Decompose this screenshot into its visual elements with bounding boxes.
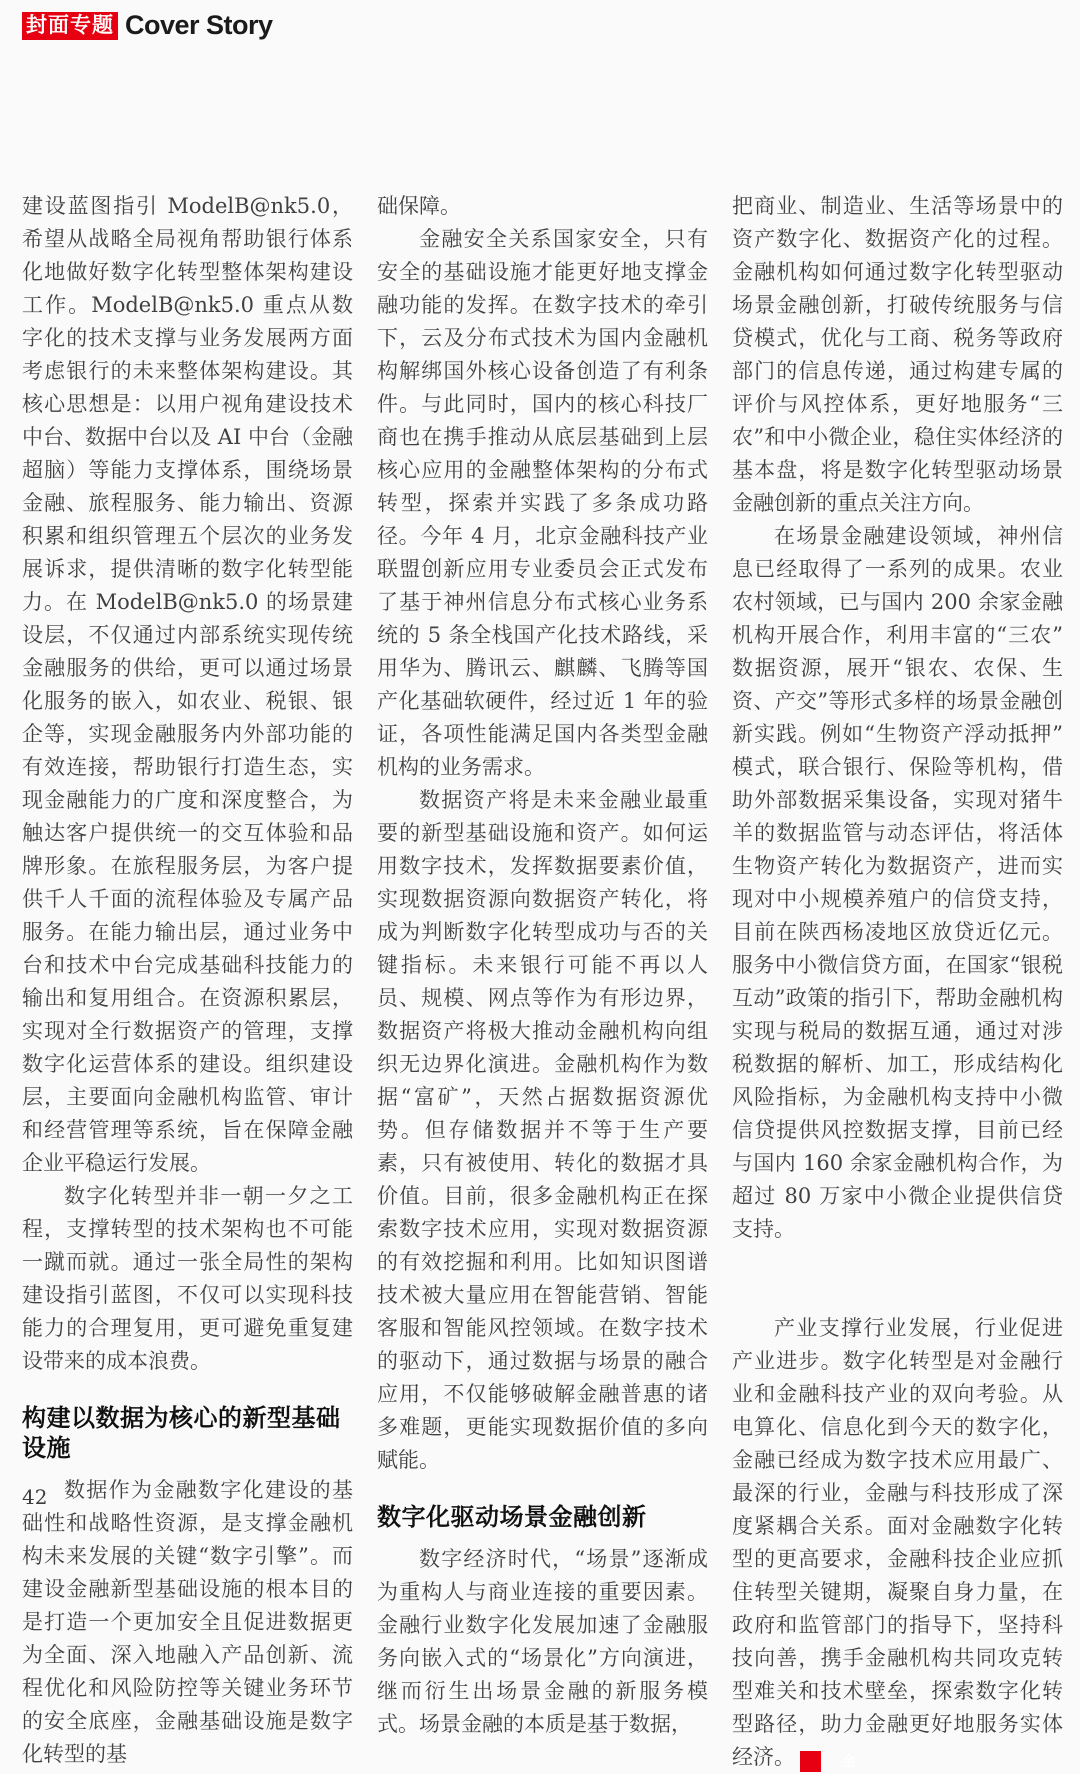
cover-story-badge: 封面专题 xyxy=(22,12,118,40)
paragraph: 数据资产将是未来金融业最重要的新型基础设施和资产。如何运用数字技术，发挥数据要素价值，实现数据资源向数据资产转化，将成为判断数字化转型成功与否的关键指标。未来银行可能不再以人员、规模、网点等作为有形边界，数据资产将极大推动金融机构向组织无边界化演进。金融机构作为数据“富矿”，天然占据数据资源优势。但存储数据并不等于生产要素，只有被使用、转化的数据才具价值。目前，很多金融机构正在探索数字技术应用，实现对数据资源的有效挖掘和利用。比如知识图谱技术被大量应用在智能营销、智能客服和智能风控领域。在数字技术的驱动下，通过数据与场景的融合应用，不仅能够破解金融普惠的诸多难题，更能实现数据价值的多向赋能。 xyxy=(377,788,708,1472)
section-heading: 数字化驱动场景金融创新 xyxy=(377,1504,647,1531)
section-heading: 构建以数据为核心的新型基础设施 xyxy=(22,1405,341,1462)
paragraph: 数字经济时代，“场景”逐渐成为重构人与商业连接的重要因素。金融行业数字化发展加速了金融服务向嵌入式的“场景化”方向演进，继而衍生出场景金融的新服务模式。场景金融的本质是基于数据， xyxy=(377,1547,708,1736)
paragraph: 数字化转型并非一朝一夕之工程，支撑转型的技术架构也不可能一蹴而就。通过一张全局性的架构建设指引蓝图，不仅可以实现科技能力的合理复用，更可避免重复建设带来的成本浪费。 xyxy=(22,1184,353,1373)
paragraph: 建设蓝图指引 ModelB@nk5.0，希望从战略全局视角帮助银行体系化地做好数字化转型整体架构建设工作。ModelB@nk5.0 重点从数字化的技术支撑与业务发展两方面考虑银行的未来整体架构建设。其核心思想是：以用户视角建设技术中台、数据中台以及 AI 中台（金融超脑）等能力支撑体系，围绕场景金融、旅程服务、能力输出、资源积累和组织管理五个层次的业务发展诉求，提供清晰的数字化转型能力。在 ModelB@nk5.0 的场景建设层，不仅通过内部系统实现传统金融服务的供给，更可以通过场景化服务的嵌入，如农业、税银、银企等，实现金融服务内外部功能的有效连接，帮助银行打造生态，实现金融能力的广度和深度整合，为触达客户提供统一的交互体验和品牌形象。在旅程服务层，为客户提供千人千面的流程体验及专属产品服务。在能力输出层，通过业务中台和技术中台完成基础科技能力的输出和复用组合。在资源积累层，实现对全行数据资产的管理，支撑数字化运营体系的建设。组织建设层，主要面向金融机构监管、审计和经营管理等系统，旨在保障金融企业平稳运行发展。 xyxy=(22,194,353,1175)
page-number: 42 xyxy=(22,1485,48,1509)
page-title: Cover Story xyxy=(125,10,273,40)
paragraph: 产业支撑行业发展，行业促进产业进步。数字化转型是对金融行业和金融科技产业的双向考验。从电算化、信息化到今天的数字化，金融已经成为数字技术应用最广、最深的行业，金融与科技形成了深度紧耦合关系。面对金融数字化转型的更高要求，金融科技企业应抓住转型关键期，凝聚自身力量，在政府和监管部门的指导下，坚持科技向善，携手金融机构共同攻克转型难关和技术壁垒，探索数字化转型路径，助力金融更好地服务实体经济。 金 xyxy=(732,1312,1063,1774)
paragraph: 础保障。 xyxy=(377,194,461,218)
article-end-icon: 金 xyxy=(800,1751,821,1772)
article-column xyxy=(22,190,353,1774)
paragraph: 数据作为金融数字化建设的基础性和战略性资源，是支撑金融机构未来发展的关键“数字引擎”。而建设金融新型基础设施的根本目的是打造一个更加安全且促进数据更为全面、深入地融入产品创新、流程优化和风险防控等关键业务环节的安全底座，金融基础设施是数字化转型的基 xyxy=(22,1478,353,1766)
article-columns xyxy=(22,190,1062,1774)
article-column xyxy=(732,190,1063,1774)
article-column xyxy=(377,190,708,1774)
paragraph: 把商业、制造业、生活等场景中的资产数字化、数据资产化的过程。金融机构如何通过数字化转型驱动场景金融创新，打破传统服务与信贷模式，优化与工商、税务等政府部门的信息传递，通过构建专属的评价与风控体系，更好地服务“三农”和中小微企业，稳住实体经济的基本盘，将是数字化转型驱动场景金融创新的重点关注方向。 xyxy=(732,194,1063,515)
page-header xyxy=(22,10,273,41)
paragraph: 在场景金融建设领域，神州信息已经取得了一系列的成果。农业农村领域，已与国内 200 余家金融机构开展合作，利用丰富的“三农”数据资源，展开“银农、农保、生资、产交”等形式多样的场景金融创新实践。例如“生物资产浮动抵押”模式，联合银行、保险等机构，借助外部数据采集设备，实现对猪牛羊的数据监管与动态评估，将活体生物资产转化为数据资产，进而实现对中小规模养殖户的信贷支持，目前在陕西杨凌地区放贷近亿元。服务中小微信贷方面，在国家“银税互动”政策的指引下，帮助金融机构实现与税局的数据互通，通过对涉税数据的解析、加工，形成结构化风险指标，为金融机构支持中小微信贷提供风控数据支撑，目前已经与国内 160 余家金融机构合作，为超过 80 万家中小微企业提供信贷支持。 xyxy=(732,524,1063,1241)
paragraph: 金融安全关系国家安全，只有安全的基础设施才能更好地支撑金融功能的发挥。在数字技术的牵引下，云及分布式技术为国内金融机构解绑国外核心设备创造了有利条件。与此同时，国内的核心科技厂商也在携手推动从底层基础到上层核心应用的金融整体架构的分布式转型，探索并实践了多条成功路径。今年 4 月，北京金融科技产业联盟创新应用专业委员会正式发布了基于神州信息分布式核心业务系统的 5 条全栈国产化技术路线，采用华为、腾讯云、麒麟、飞腾等国产化基础软硬件，经过近 1 年的验证，各项性能满足国内各类型金融机构的业务需求。 xyxy=(377,227,708,779)
